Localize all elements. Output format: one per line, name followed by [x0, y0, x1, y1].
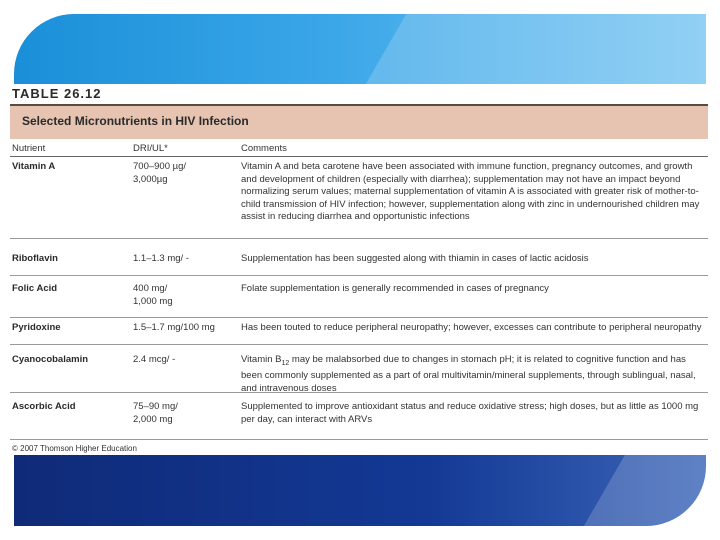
header-dri: DRI/UL*: [133, 143, 168, 154]
dri-line: 1,000 mg: [133, 295, 173, 307]
comment-text: Folate supplementation is generally recommended in cases of pregnancy: [241, 283, 549, 294]
nutrient-name: Vitamin A: [12, 161, 56, 172]
table-number: TABLE 26.12: [12, 86, 102, 101]
header-comments: Comments: [241, 143, 287, 154]
table-row-riboflavin: [10, 249, 708, 276]
comment-subscript: 12: [281, 359, 290, 367]
bottom-band-sheen: [556, 455, 706, 526]
dri-line: 700–900 µg/: [133, 161, 187, 172]
table-row-ascorbic-acid: [10, 397, 708, 440]
header-nutrient: Nutrient: [12, 143, 46, 154]
dri-value: [133, 283, 233, 308]
dri-value: [133, 354, 233, 367]
table-header-row: [10, 140, 708, 157]
top-decorative-band: [14, 14, 706, 84]
top-band-sheen: [348, 14, 706, 84]
comment-text: Supplemented to improve antioxidant status and reduce oxidative stress; high doses, but as little as 1000 mg per day, can interact with ARVs: [241, 401, 699, 425]
dri-value: [133, 322, 233, 335]
nutrient-name: Ascorbic Acid: [12, 401, 76, 412]
comment-text: [241, 354, 703, 395]
dri-line: 1.1–1.3 mg/ -: [133, 253, 189, 264]
bottom-decorative-band: [14, 455, 706, 526]
copyright-notice: © 2007 Thomson Higher Education: [12, 444, 137, 453]
nutrient-name: Folic Acid: [12, 283, 58, 294]
comment-text: Supplementation has been suggested along with thiamin in cases of lactic acidosis: [241, 253, 589, 264]
table-row-vitamin-a: [10, 157, 708, 239]
dri-line: 400 mg/: [133, 283, 168, 294]
table-caption-bar: [10, 104, 708, 139]
dri-line: 2.4 mcg/ -: [133, 354, 176, 365]
table-row-folic-acid: [10, 279, 708, 318]
dri-line: 1.5–1.7 mg/100 mg: [133, 322, 215, 333]
table-caption: Selected Micronutrients in HIV Infection: [22, 114, 249, 128]
dri-value: [133, 161, 233, 186]
dri-value: [133, 401, 233, 426]
nutrient-name: Cyanocobalamin: [12, 354, 89, 365]
nutrient-name: Riboflavin: [12, 253, 58, 264]
comment-text: Has been touted to reduce peripheral neuropathy; however, excesses can contribute to peripheral neuropathy: [241, 322, 702, 333]
table-row-cyanocobalamin: [10, 350, 708, 393]
table-row-pyridoxine: [10, 318, 708, 345]
dri-line: 75–90 mg/: [133, 401, 178, 412]
nutrient-name: Pyridoxine: [12, 322, 61, 333]
dri-line: 3,000µg: [133, 173, 168, 185]
comment-post: may be malabsorbed due to changes in stomach pH; it is related to cognitive function and has been commonly supplemented as a part of oral multivitamin/mineral supplements, through sublingual, nasal, and intravenous doses: [241, 354, 696, 394]
dri-value: [133, 253, 233, 266]
comment-pre: Vitamin B: [241, 354, 282, 365]
comment-text: Vitamin A and beta carotene have been associated with immune function, pregnancy outcomes, and growth and development of children (especially with diarrhea); supplementation may not have an impact beyond normalizing serum values; maternal supplementation of vitamin A is associated with greater risk of mother-to-child transmission of HIV infection; however, supplementation along with zinc in undernourished children may assist in reducing diarrhea and opportunistic infections: [241, 161, 700, 222]
dri-line: 2,000 mg: [133, 413, 173, 425]
